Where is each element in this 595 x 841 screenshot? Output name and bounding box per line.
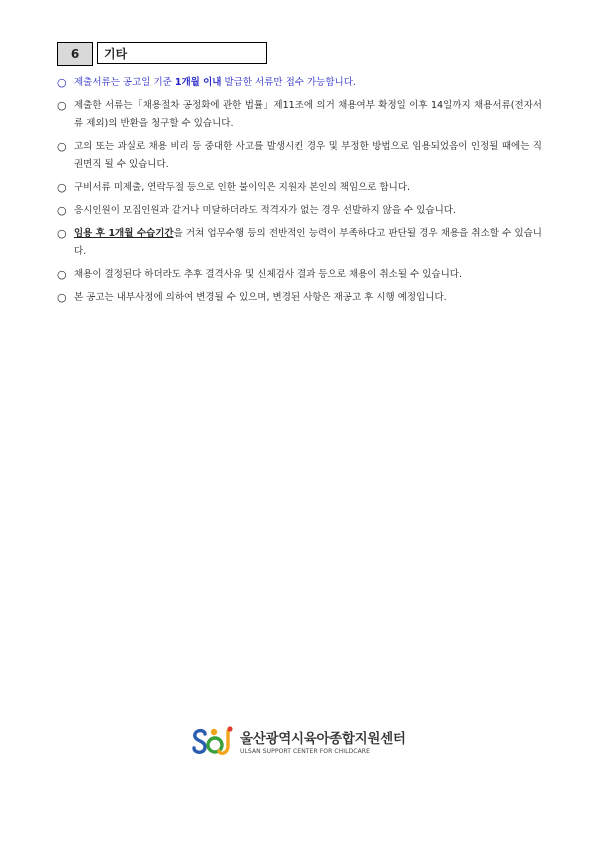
text-segment: 본 공고는 내부사정에 의하여 변경될 수 있으며, 변경된 사항은 재공고 후 시행 예정입니다. [74,292,447,303]
bullet-icon: ○ [57,291,67,304]
text-segment: 고의 또는 과실로 채용 비리 등 중대한 사고를 발생시킨 경우 및 부정한 방법으로 임용되었음이 인정될 때에는 직권면직 될 수 있습니다. [74,141,542,170]
text-segment: 응시인원이 모집인원과 같거나 미달하더라도 적격자가 없는 경우 선발하지 않을 수 있습니다. [74,205,456,216]
list-item [57,202,542,220]
bullet-icon: ○ [57,227,67,240]
list-item [57,289,542,307]
center-logo-icon [190,726,236,756]
text-segment: 제출한 서류는「채용절차 공정화에 관한 법률」제11조에 의거 채용여부 확정일 이후 14일까지 채용서류(전자서류 제외)의 반환을 청구할 수 있습니다. [74,100,542,129]
list-item-text [74,179,542,197]
bullet-icon: ○ [57,99,67,112]
list-item [57,179,542,197]
list-item-text [74,97,542,133]
bullet-icon: ○ [57,140,67,153]
text-segment: 제출서류는 공고일 기준 [74,77,175,88]
text-segment: 발급한 서류만 접수 가능합니다. [221,77,356,88]
list-item [57,138,542,174]
text-segment: 1개월 이내 [174,77,222,88]
center-logo [190,726,406,756]
center-name-english: ULSAN SUPPORT CENTER FOR CHILDCARE [240,748,370,755]
list-item-text [74,138,542,174]
list-item [57,97,542,133]
list-item-text [74,225,542,261]
text-segment: 임용 후 1개월 수습기간 [74,228,174,239]
notice-list [57,74,542,312]
text-segment: 구비서류 미제출, 연락두절 등으로 인한 불이익은 지원자 본인의 책임으로 합니다. [74,182,411,193]
section-header [57,42,267,66]
list-item-text [74,289,542,307]
section-number: 6 [57,42,93,66]
center-name-korean: 울산광역시육아종합지원센터 [240,731,406,747]
list-item [57,225,542,261]
section-title: 기타 [97,42,267,64]
text-segment: 채용이 결정된다 하더라도 추후 결격사유 및 신체검사 결과 등으로 채용이 취소될 수 있습니다. [74,269,462,280]
bullet-icon: ○ [57,204,67,217]
list-item-text [74,74,542,92]
bullet-icon: ○ [57,181,67,194]
text-segment: 을 거쳐 업무수행 등의 전반적인 능력이 부족하다고 판단될 경우 채용을 취소할 수 있습니다. [74,228,542,257]
list-item-text [74,202,542,220]
list-item-text [74,266,542,284]
list-item [57,266,542,284]
list-item [57,74,542,92]
bullet-icon: ○ [57,268,67,281]
bullet-icon: ○ [57,76,67,89]
